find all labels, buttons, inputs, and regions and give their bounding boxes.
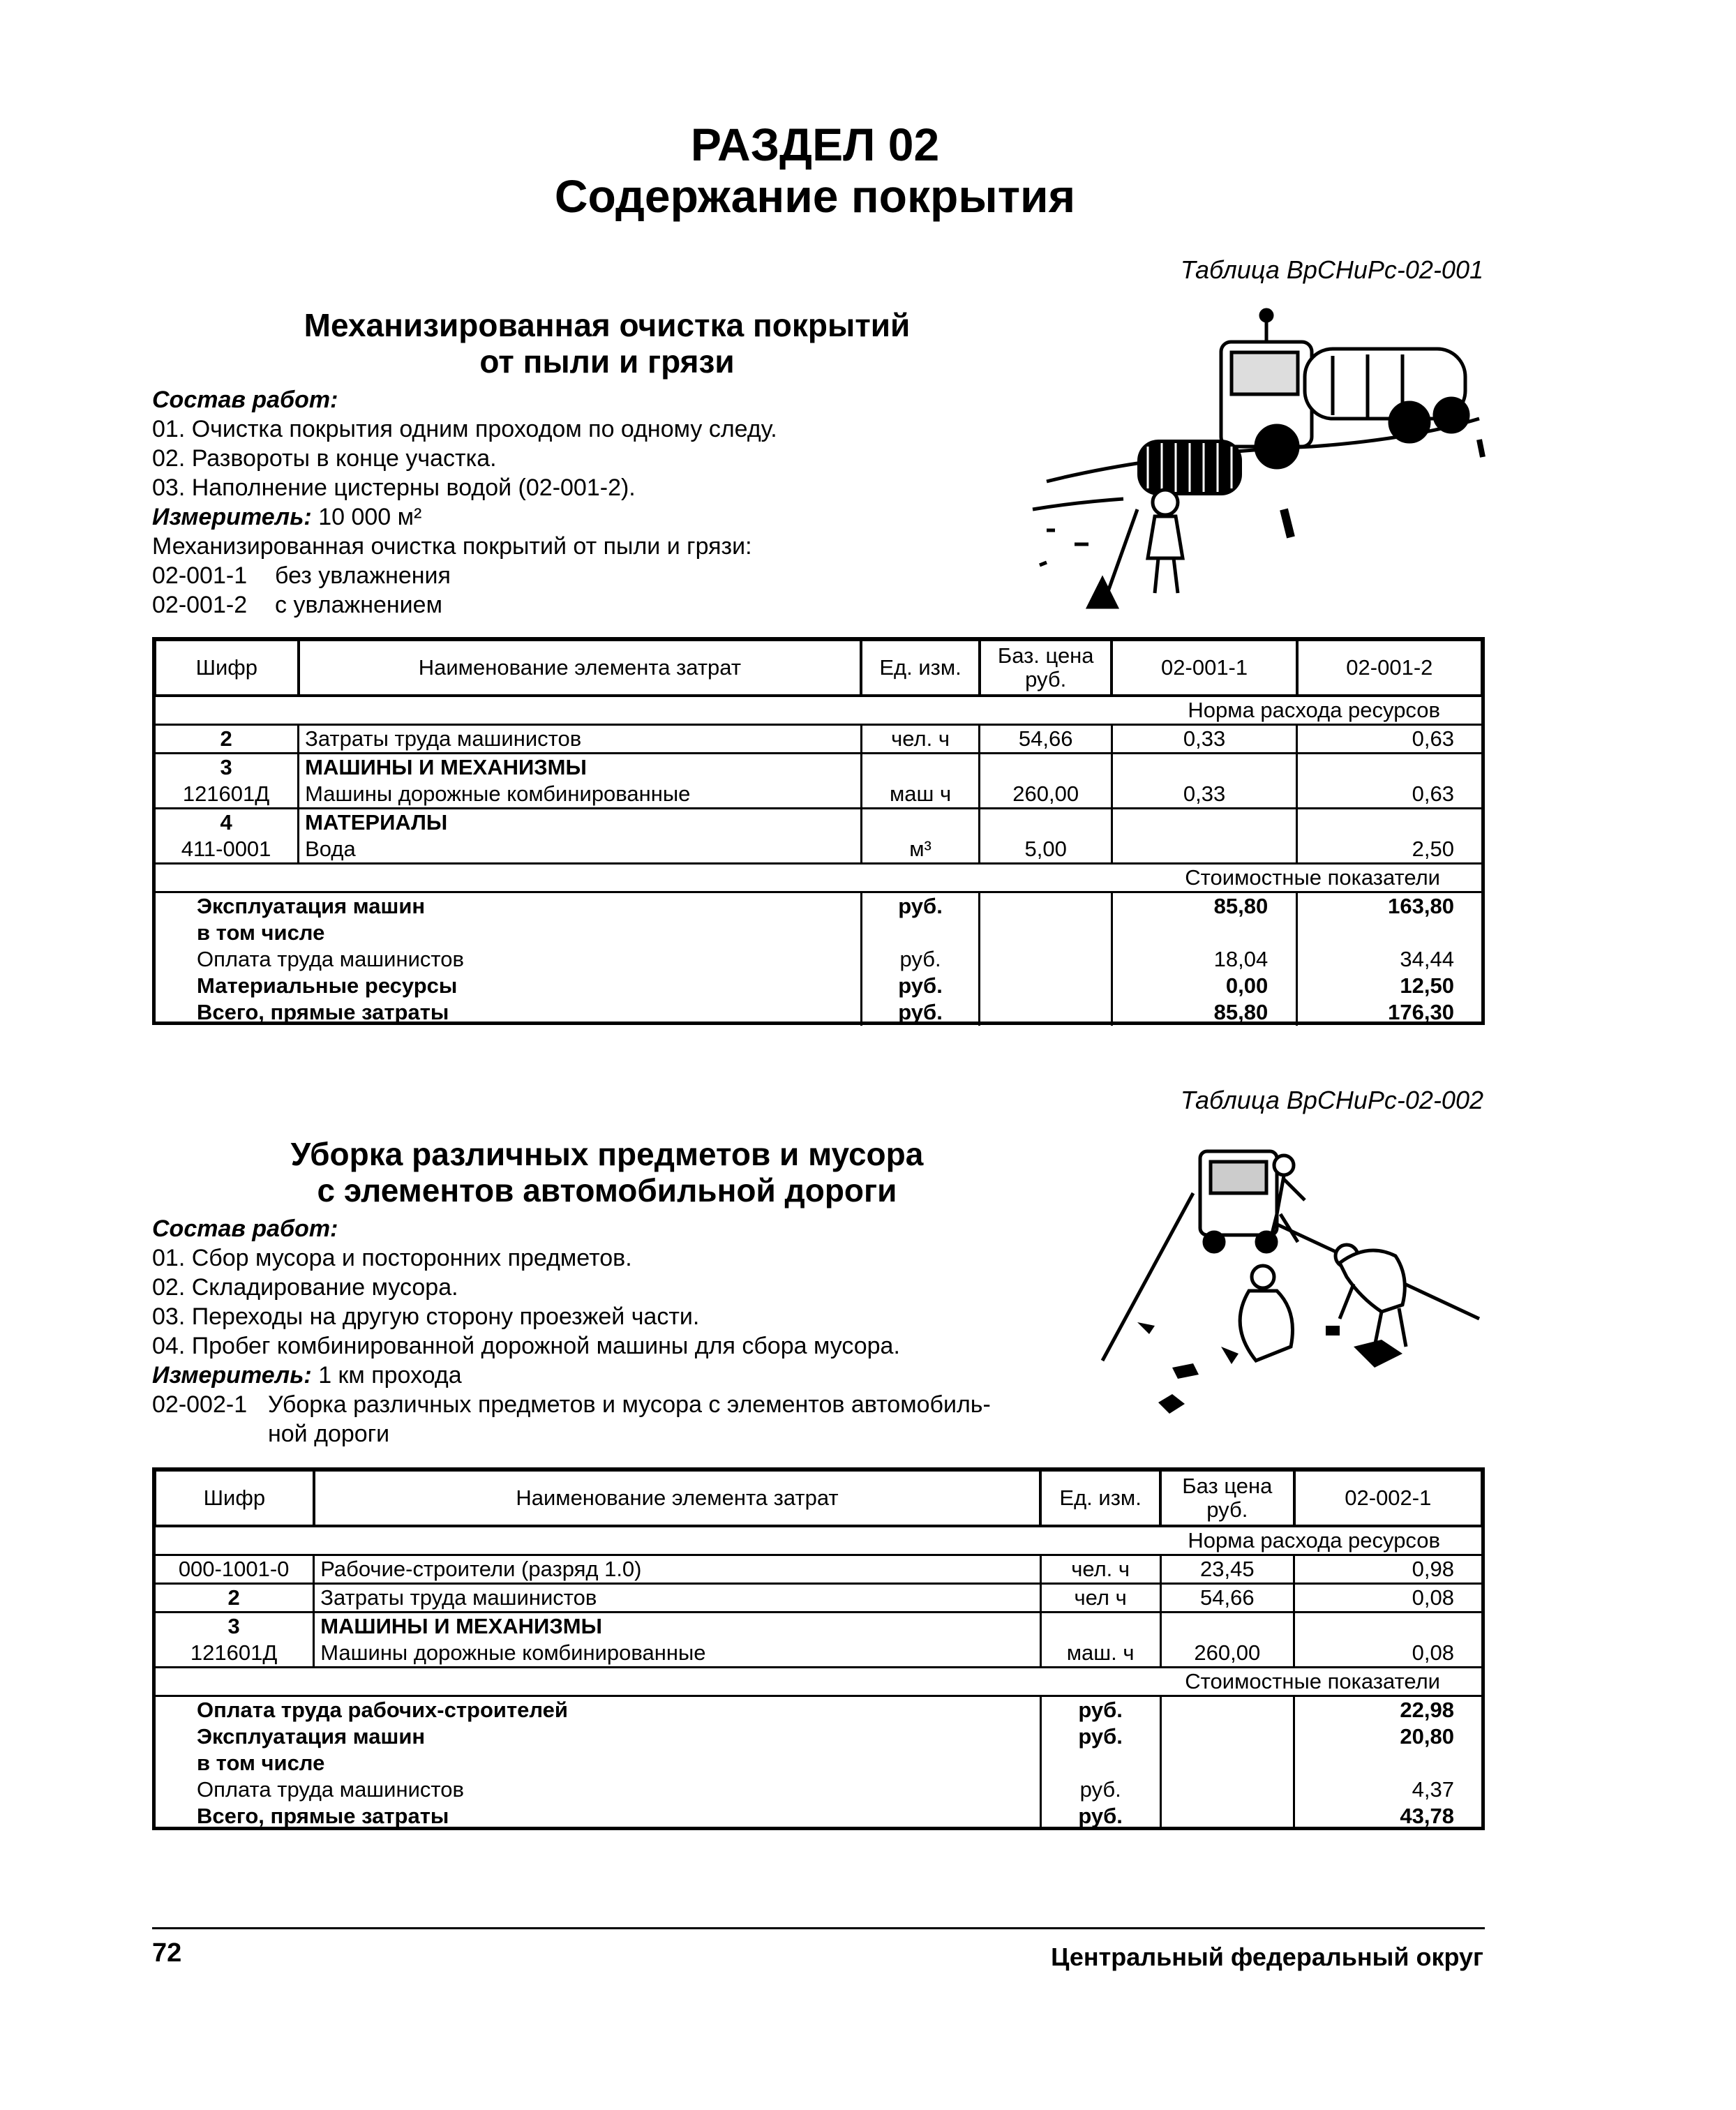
cost-value1: 85,80 xyxy=(1112,999,1296,1026)
row-name: Машины дорожные комбинированные xyxy=(299,781,862,809)
cost-heading-row xyxy=(155,864,1482,892)
norm-heading-row xyxy=(155,1526,1482,1555)
cost-value2: 176,30 xyxy=(1388,1000,1454,1024)
cost-row xyxy=(155,1723,1482,1750)
row-code: 000-1001-0 xyxy=(155,1555,314,1584)
variant-code: 02-001-2 xyxy=(152,592,248,618)
cost-row xyxy=(155,973,1482,999)
row-code: 2 xyxy=(155,725,299,754)
row-unit: маш. ч xyxy=(1040,1640,1160,1668)
cost-heading-row xyxy=(155,1668,1482,1696)
description-line: Механизированная очистка покрытий от пыли и грязи: xyxy=(152,533,752,560)
table-row xyxy=(155,836,1482,864)
cost-row xyxy=(155,920,1482,946)
cost-value2: 163,80 xyxy=(1388,894,1454,918)
izmeritel-label: Измеритель: xyxy=(152,1362,312,1389)
row-code: 4 xyxy=(155,809,299,837)
work-item: 04. Пробег комбинированной дорожной машины для сбора мусора. xyxy=(152,1333,900,1359)
row-name: МАТЕРИАЛЫ xyxy=(299,809,862,837)
cost-name: Оплата труда машинистов xyxy=(155,1776,1040,1803)
header-name: Наименование элемента затрат xyxy=(314,1470,1041,1526)
izmeritel-line xyxy=(152,1361,1080,1390)
work-description xyxy=(152,1214,1080,1449)
table-title-line2: от пыли и грязи xyxy=(479,343,735,380)
row-code: 3 xyxy=(155,754,299,781)
variant-text: без увлажнения xyxy=(275,562,451,589)
header-col1: 02-002-1 xyxy=(1294,1470,1482,1526)
header-unit: Ед. изм. xyxy=(861,640,980,696)
cost-name: Материальные ресурсы xyxy=(155,973,861,999)
section-number: РАЗДЕЛ 02 xyxy=(690,119,940,170)
cost-value1: 0,00 xyxy=(1112,973,1296,999)
table-title-line1: Механизированная очистка покрытий xyxy=(304,307,911,343)
row-unit: м³ xyxy=(861,836,980,864)
row-value2: 0,63 xyxy=(1297,781,1482,809)
row-value1: 0,33 xyxy=(1112,725,1296,754)
cost-heading: Стоимостные показатели xyxy=(155,864,1482,892)
izmeritel-value: 1 км прохода xyxy=(318,1362,462,1389)
cost-value1: 85,80 xyxy=(1112,892,1296,920)
row-name: Затраты труда машинистов xyxy=(299,725,862,754)
row-price: 260,00 xyxy=(980,781,1112,809)
cost-name: Эксплуатация машин xyxy=(155,892,861,920)
row-name: Рабочие-строители (разряд 1.0) xyxy=(314,1555,1041,1584)
cost-unit: руб. xyxy=(1040,1803,1160,1830)
table-row xyxy=(155,1584,1482,1613)
cost-unit: руб. xyxy=(861,973,980,999)
variant-item xyxy=(152,561,1017,590)
table-row xyxy=(155,754,1482,781)
cost-value2: 12,50 xyxy=(1400,973,1454,998)
cost-value2: 34,44 xyxy=(1400,947,1454,971)
header-col2: 02-001-2 xyxy=(1297,640,1482,696)
row-value2: 2,50 xyxy=(1297,836,1482,864)
footer-divider xyxy=(152,1927,1485,1929)
row-name: МАШИНЫ И МЕХАНИЗМЫ xyxy=(314,1613,1041,1640)
cost-name: Оплата труда рабочих-строителей xyxy=(155,1696,1040,1724)
header-code: Шифр xyxy=(155,1470,314,1526)
variant-text: Уборка различных предметов и мусора с элементов автомобиль- xyxy=(268,1391,991,1418)
cost-row xyxy=(155,946,1482,973)
table-title-line2: с элементов автомобильной дороги xyxy=(317,1172,897,1209)
work-description xyxy=(152,385,1017,620)
row-value1: 0,33 xyxy=(1112,781,1296,809)
cost-name: Оплата труда машинистов xyxy=(155,946,861,973)
header-price: Баз цена руб. xyxy=(1160,1470,1294,1526)
table-header-row xyxy=(155,640,1482,696)
cost-row xyxy=(155,892,1482,920)
row-unit: чел ч xyxy=(1040,1584,1160,1613)
cost-unit: руб. xyxy=(1040,1776,1160,1803)
page-number: 72 xyxy=(152,1938,182,1968)
table-ref: Таблица ВрСНиРс-02-002 xyxy=(1180,1086,1483,1114)
row-code: 121601Д xyxy=(155,781,299,809)
work-item: 03. Наполнение цистерны водой (02-001-2). xyxy=(152,474,636,501)
cost-name: Всего, прямые затраты xyxy=(155,999,861,1026)
cost-row xyxy=(155,1750,1482,1776)
work-item: 02. Складирование мусора. xyxy=(152,1274,458,1301)
cost-unit: руб. xyxy=(861,892,980,920)
izmeritel-value: 10 000 м² xyxy=(318,504,422,530)
row-value1: 0,08 xyxy=(1294,1584,1482,1613)
work-item: 02. Развороты в конце участка. xyxy=(152,445,497,472)
cost-row xyxy=(155,999,1482,1026)
row-value1: 0,98 xyxy=(1294,1555,1482,1584)
row-name: Затраты труда машинистов xyxy=(314,1584,1041,1613)
table-row xyxy=(155,1640,1482,1668)
cost-name: Эксплуатация машин xyxy=(155,1723,1040,1750)
section-title: Содержание покрытия xyxy=(554,170,1076,222)
row-price: 54,66 xyxy=(980,725,1112,754)
cost-unit: руб. xyxy=(861,999,980,1026)
sostav-label: Состав работ: xyxy=(152,1215,338,1242)
table-row xyxy=(155,1613,1482,1640)
table-ref: Таблица ВрСНиРс-02-001 xyxy=(1180,255,1483,284)
header-col1: 02-001-1 xyxy=(1112,640,1296,696)
norm-heading-row xyxy=(155,696,1482,725)
cost-value1: 4,37 xyxy=(1412,1777,1454,1802)
norm-heading: Норма расхода ресурсов xyxy=(155,696,1482,725)
footer-region: Центральный федеральный округ xyxy=(1051,1943,1483,1971)
cost-value1: 22,98 xyxy=(1400,1698,1454,1722)
row-name: Вода xyxy=(299,836,862,864)
header-name: Наименование элемента затрат xyxy=(299,640,862,696)
variant-item xyxy=(152,590,1017,620)
variant-text-cont: ной дороги xyxy=(268,1421,390,1447)
row-unit: чел. ч xyxy=(1040,1555,1160,1584)
cost-unit: руб. xyxy=(861,946,980,973)
row-code: 2 xyxy=(155,1584,314,1613)
header-code: Шифр xyxy=(155,640,299,696)
sostav-label: Состав работ: xyxy=(152,387,338,413)
cost-name: в том числе xyxy=(155,1750,1040,1776)
norm-heading: Норма расхода ресурсов xyxy=(155,1526,1482,1555)
cost-value1: 18,04 xyxy=(1112,946,1296,973)
variant-code: 02-001-1 xyxy=(152,562,248,589)
cost-row xyxy=(155,1776,1482,1803)
row-unit: чел. ч xyxy=(861,725,980,754)
table-row xyxy=(155,781,1482,809)
cost-value1: 20,80 xyxy=(1400,1724,1454,1749)
variant-code: 02-002-1 xyxy=(152,1391,248,1418)
cost-name: Всего, прямые затраты xyxy=(155,1803,1040,1830)
row-name: МАШИНЫ И МЕХАНИЗМЫ xyxy=(299,754,862,781)
row-value2: 0,63 xyxy=(1297,725,1482,754)
road-sweeper-truck-illustration xyxy=(1019,300,1493,628)
variant-item xyxy=(152,1390,1080,1419)
header-unit: Ед. изм. xyxy=(1040,1470,1160,1526)
row-value1: 0,08 xyxy=(1294,1640,1482,1668)
cost-row xyxy=(155,1696,1482,1724)
row-code: 411-0001 xyxy=(155,836,299,864)
cost-heading: Стоимостные показатели xyxy=(155,1668,1482,1696)
header-price: Баз. цена руб. xyxy=(980,640,1112,696)
row-price: 54,66 xyxy=(1160,1584,1294,1613)
table-row xyxy=(155,809,1482,837)
cost-name: в том числе xyxy=(155,920,861,946)
row-price: 260,00 xyxy=(1160,1640,1294,1668)
row-code: 3 xyxy=(155,1613,314,1640)
row-price: 5,00 xyxy=(980,836,1112,864)
work-item: 03. Переходы на другую сторону проезжей части. xyxy=(152,1303,700,1330)
work-item: 01. Очистка покрытия одним проходом по одному следу. xyxy=(152,416,777,442)
resource-table xyxy=(154,638,1483,1026)
row-price: 23,45 xyxy=(1160,1555,1294,1584)
resource-table xyxy=(154,1469,1483,1830)
table-row xyxy=(155,725,1482,754)
row-unit: маш ч xyxy=(861,781,980,809)
izmeritel-label: Измеритель: xyxy=(152,504,312,530)
work-item: 01. Сбор мусора и посторонних предметов. xyxy=(152,1245,632,1271)
variant-text: с увлажнением xyxy=(275,592,442,618)
row-code: 121601Д xyxy=(155,1640,314,1668)
cost-value1: 43,78 xyxy=(1400,1804,1454,1828)
table-row xyxy=(155,1555,1482,1584)
cost-row xyxy=(155,1803,1482,1830)
izmeritel-line xyxy=(152,502,1017,532)
table-header-row xyxy=(155,1470,1482,1526)
row-name: Машины дорожные комбинированные xyxy=(314,1640,1041,1668)
row-value1 xyxy=(1112,836,1296,864)
cost-unit: руб. xyxy=(1040,1696,1160,1724)
workers-collecting-litter-illustration xyxy=(1088,1137,1493,1430)
cost-unit: руб. xyxy=(1040,1723,1160,1750)
table-title-line1: Уборка различных предметов и мусора xyxy=(290,1136,924,1172)
